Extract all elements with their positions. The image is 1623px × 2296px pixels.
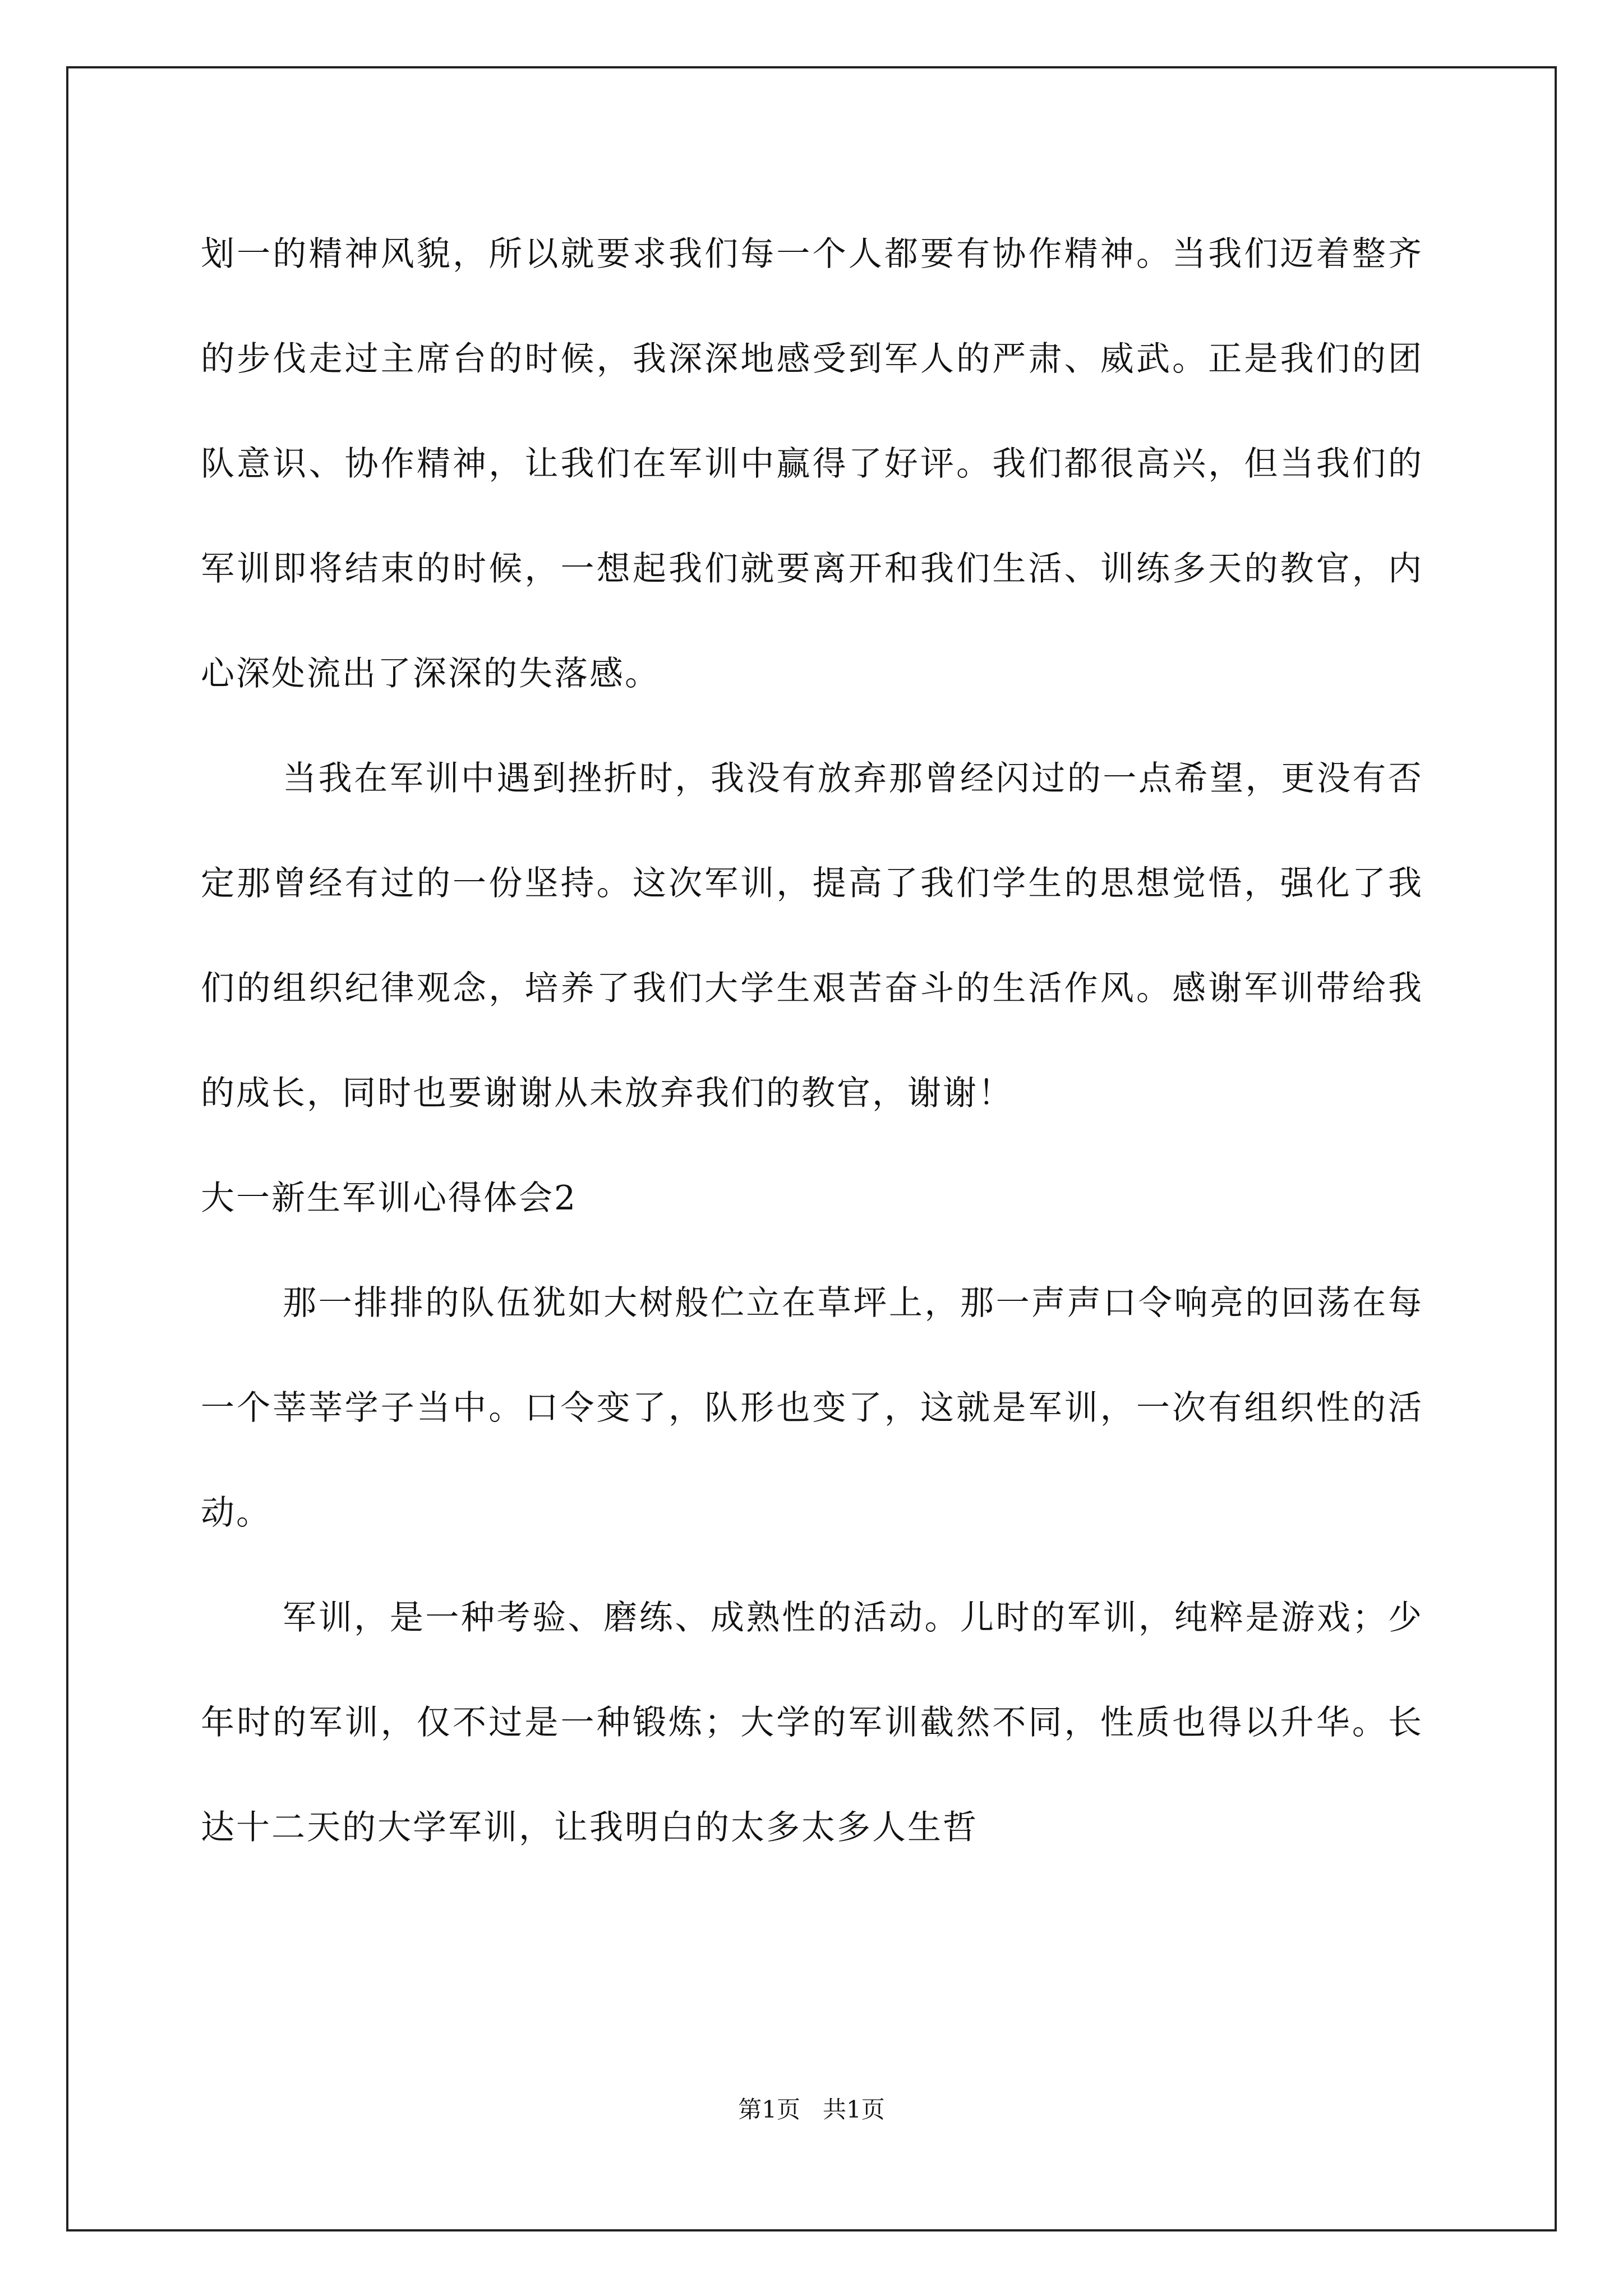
page-number-total: 共1页 bbox=[823, 2096, 885, 2123]
paragraph: 那一排排的队伍犹如大树般伫立在草坪上，那一声声口令响亮的回荡在每一个莘莘学子当中。口令变了，队形也变了，这就是军训，一次有组织性的活动。 bbox=[201, 1283, 1423, 1533]
paragraph: 当我在军训中遇到挫折时，我没有放弃那曾经闪过的一点希望，更没有否定那曾经有过的一份坚持。这次军训，提高了我们学生的思想觉悟，强化了我们的组织纪律观念，培养了我们大学生艰苦奋斗的生活作风。感谢军训带给我的成长，同时也要谢谢从未放弃我们的教官，谢谢！ bbox=[201, 759, 1423, 1113]
page-footer bbox=[0, 2091, 1623, 2125]
paragraph: 划一的精神风貌，所以就要求我们每一个人都要有协作精神。当我们迈着整齐的步伐走过主席台的时候，我深深地感受到军人的严肃、威武。正是我们的团队意识、协作精神，让我们在军训中赢得了好评。我们都很高兴，但当我们的军训即将结束的时候，一想起我们就要离开和我们生活、训练多天的教官，内心深处流出了深深的失落感。 bbox=[201, 234, 1423, 693]
page-number-current: 第1页 bbox=[738, 2096, 800, 2123]
section-title: 大一新生军训心得体会2 bbox=[201, 1179, 578, 1218]
document-body bbox=[201, 202, 1423, 1880]
paragraph: 军训，是一种考验、磨练、成熟性的活动。儿时的军训，纯粹是游戏；少年时的军训，仅不过是一种锻炼；大学的军训截然不同，性质也得以升华。长达十二天的大学军训，让我明白的太多太多人生哲 bbox=[201, 1598, 1423, 1847]
